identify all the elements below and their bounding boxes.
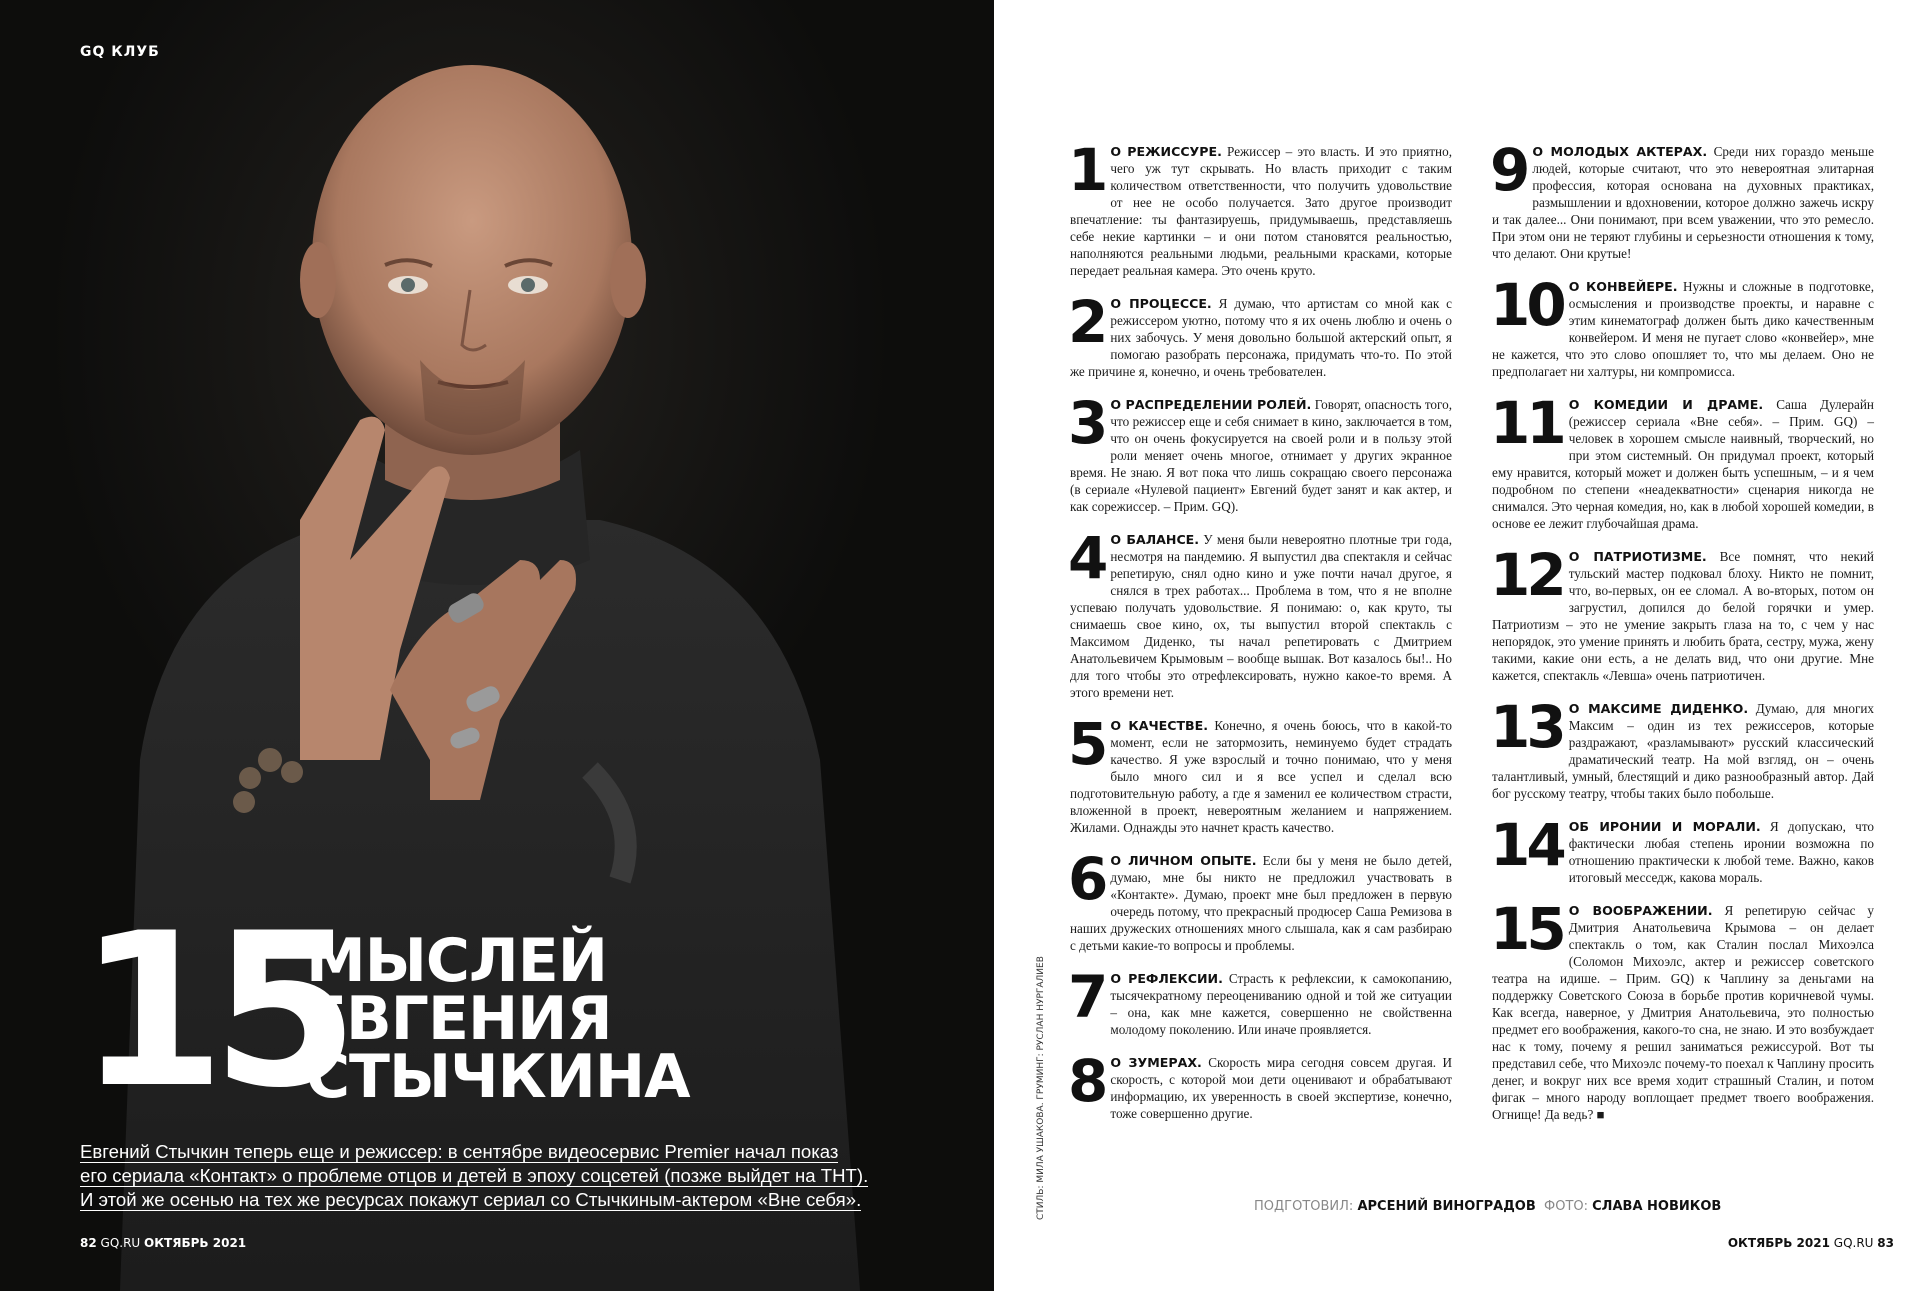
folio-issue: ОКТЯБРЬ 2021 <box>144 1236 247 1250</box>
thought-text: Я допускаю, что фактически любая степень иронии возможна по отношению практически к любой теме. Важно, каков итоговый месседж, какова мораль. <box>1568 819 1874 885</box>
thought-item <box>1068 710 1453 836</box>
thought-item <box>1068 524 1452 701</box>
thought-paragraph <box>1068 963 1452 1038</box>
thought-item <box>1490 271 1875 380</box>
thought-number: 1 <box>1068 136 1105 204</box>
thought-text: Среди них гораздо меньше людей, которые считают, что это невероятная элитарная профессия, которая основана на духовных практиках, размышлении и вдохновении, которое должно зажечь искру и так далее... Они понимают, при всем уважении, что это ремесло. При этом они не теряют глубины и серьезности отношения к тому, что делают. Они крутые! <box>1492 144 1875 261</box>
thought-title: О КОНВЕЙЕРЕ. <box>1568 279 1678 294</box>
thought-title: О ВООБРАЖЕНИИ. <box>1568 903 1713 918</box>
column-right <box>1490 136 1875 1139</box>
thought-title: О РАСПРЕДЕЛЕНИИ РОЛЕЙ. <box>1110 397 1312 412</box>
thought-text: Нужны и сложные в подготовке, осмысления и производстве проекты, и наравне с этим кинематограф должен быть дико качественным конвейером. И меня не пугает слово «конвейер», мне не кажется, что это слово опошляет то, что мы делаем. Оно не предполагает ни халтуры, ни компромисса. <box>1492 279 1875 379</box>
thought-item <box>1490 811 1874 886</box>
thought-title: О ПАТРИОТИЗМЕ. <box>1568 549 1707 564</box>
byline-photo-label: ФОТО: <box>1544 1199 1588 1214</box>
thought-number: 5 <box>1068 710 1105 778</box>
thought-paragraph <box>1490 136 1875 262</box>
thought-title: О КАЧЕСТВЕ. <box>1110 718 1209 733</box>
thought-number: 15 <box>1490 895 1563 963</box>
thought-paragraph <box>1068 389 1452 515</box>
thought-item <box>1068 1047 1452 1122</box>
thought-number: 6 <box>1068 845 1105 913</box>
page-folio-right <box>1728 1236 1894 1250</box>
thought-text: Если бы у меня не было детей, думаю, мне бы никто не предложил участвовать в «Контакте». Думаю, проект мне был предложен в первую очередь потому, что прекрасный продюсер Саша Ремизова в наших дружеских отношениях много слышала, как я сам разбираю с детьми какие-то вопросы и проблемы. <box>1070 853 1453 953</box>
thought-paragraph <box>1490 541 1874 684</box>
headline-line: СТЫЧКИНА <box>306 1042 690 1112</box>
thought-number: 10 <box>1490 271 1563 339</box>
lead-line: Евгений Стычкин теперь еще и режиссер: в сентябре видеосервис Premier начал показ <box>80 1141 839 1162</box>
thought-paragraph <box>1490 693 1874 802</box>
thought-item <box>1068 288 1453 380</box>
folio-issue: ОКТЯБРЬ 2021 <box>1727 1236 1830 1250</box>
photo-credits-vertical: СТИЛЬ: МИЛА УШАКОВА. ГРУМИНГ: РУСЛАН НУРГАЛИЕВ <box>1036 956 1046 1220</box>
thought-paragraph <box>1068 1047 1452 1122</box>
thought-text: Режиссер – это власть. И это приятно, чего уж тут скрывать. Но власть приходит с таким количеством ответственности, что получить удовольствие от нее не особо получается. Зато другое производит впечатление: ты фантазируешь, придумываешь, представляешь себе некие картинки – и они потом становятся реальностью, наполняются реальными людьми, реальными красками, которые передает реальная камера. Это очень круто. <box>1070 144 1453 278</box>
thought-text: Скорость мира сегодня совсем другая. И скорость, с которой мои дети оценивают и обрабатывают информацию, их уверенность в своей экспертизе, конечно, тоже совершенно другие. <box>1110 1055 1452 1121</box>
thought-text: Я думаю, что артистам со мной как с режиссером уютно, потому что я их очень люблю и очень о них забочусь. У меня довольно большой актерский опыт, я помогаю разобрать персонажа, придумать что-то. По этой же причине я, конечно, и очень требователен. <box>1070 296 1453 379</box>
thought-title: О ПРОЦЕССЕ. <box>1110 296 1212 311</box>
byline-prep-name: АРСЕНИЙ ВИНОГРАДОВ <box>1357 1199 1536 1214</box>
thought-item <box>1490 693 1874 802</box>
thought-paragraph <box>1068 845 1453 954</box>
thought-text: Думаю, для многих Максим – один из тех режиссеров, которые раздражают, «разламывают» русский классический драматический театр. На мой взгляд, он – очень талантливый, умный, блестящий и дико разнообразный автор. Дай бог русскому театру, чтобы таких было побольше. <box>1492 701 1874 801</box>
thought-number: 14 <box>1490 811 1563 879</box>
thought-number: 7 <box>1068 963 1105 1031</box>
page-number: 82 <box>80 1236 97 1250</box>
column-left <box>1068 136 1453 1138</box>
thought-item <box>1490 541 1874 684</box>
thought-text: Все помнят, что некий тульский мастер подковал блоху. Никто не помнит, что, во-первых, он ее сломал. А во-вторых, потом он загрустил, допился до белой горячки и умер. Патриотизм – это не умение закрыть глаза на то, с чем у нас непорядок, это умение принять и любить брата, сестру, мужа, жену такими, какие они есть, а не делать вид, что они другие. Мне кажется, спектакль «Левша» очень патриотичен. <box>1492 549 1874 683</box>
thought-item <box>1068 389 1452 515</box>
thought-number: 8 <box>1068 1047 1105 1115</box>
thought-number: 11 <box>1490 389 1563 457</box>
page-folio-left <box>80 1236 246 1250</box>
thought-paragraph <box>1068 710 1453 836</box>
thought-item <box>1068 963 1452 1038</box>
byline <box>1254 1199 1721 1214</box>
headline-line: ЕВГЕНИЯ <box>306 984 612 1054</box>
thought-title: О БАЛАНСЕ. <box>1110 532 1200 547</box>
thought-text: Страсть к рефлексии, к самокопанию, тысячекратному переоцениванию одной и той же ситуации – она, как мне кажется, совершенно не свойственна молодому поколению. Или иначе проявляется. <box>1110 971 1452 1037</box>
thought-text: Конечно, я очень боюсь, что в какой-то момент, если не затормозить, неминуемо будет страдать качество. Я уже взрослый и точно понимаю, что у меня было много сил и я все успел и сделал всю подготовительную работу, а где я заменил ее количеством страсти, вложенной в проект, невероятным желанием и напряжением. Жилами. Однажды это начнет красть качество. <box>1070 718 1453 835</box>
thought-paragraph <box>1068 136 1453 279</box>
thought-text: Говорят, опасность того, что режиссер еще и себя снимает в кино, заключается в том, что он очень фокусируется на своей роли и в пользу этой роли меняет очень многое, отнимает у других экранное время. Не знаю. Я вот пока что лишь сокращаю своего персонажа (в сериале «Нулевой пациент» Евгений будет занят и как актер, и как сорежиссер. – Прим. GQ). <box>1070 397 1452 514</box>
thought-item <box>1490 136 1875 262</box>
page-number: 83 <box>1877 1236 1894 1250</box>
lead-paragraph <box>80 1140 960 1212</box>
thought-paragraph <box>1068 524 1452 701</box>
thought-title: О РЕФЛЕКСИИ. <box>1110 971 1223 986</box>
thought-item <box>1068 136 1453 279</box>
thought-number: 13 <box>1490 693 1563 761</box>
thought-number: 3 <box>1068 389 1105 457</box>
thought-paragraph <box>1068 288 1453 380</box>
thought-number: 9 <box>1490 136 1527 204</box>
byline-photo-name: СЛАВА НОВИКОВ <box>1592 1199 1722 1214</box>
thought-item <box>1490 895 1874 1123</box>
thought-text: Я репетирую сейчас у Дмитрия Анатольевича Крымова – он делает спектакль о том, как Сталин послал Михоэлса (Соломон Михоэлс, актер и режиссер советского театра на идише. – Прим. GQ) к Чаплину за деньгами на поддержку Советского Союза в борьбе против коричневой чумы. Как всегда, наверное, у Дмитрия Анатольевича, это полностью предмет его воображения, какого-то сна, не знаю. И это возбуждает нас к тому, почему я решил заниматься режиссурой. Вот ты представил себе, что Михоэлс почему-то поехал к Чаплину просить денег, и вокруг них все время ходит страшный Сталин, и потом фигак – много народу воплощает предмет твоего воображения. Огнище! Да ведь? ■ <box>1492 903 1874 1122</box>
section-label: GQ КЛУБ <box>80 44 160 60</box>
thought-number: 12 <box>1490 541 1563 609</box>
thought-title: ОБ ИРОНИИ И МОРАЛИ. <box>1568 819 1761 834</box>
thought-item <box>1068 845 1453 954</box>
lead-line: И этой же осенью на тех же ресурсах покажут сериал со Стычкиным-актером «Вне себя». <box>80 1189 862 1210</box>
thought-title: О КОМЕДИИ И ДРАМЕ. <box>1568 397 1764 412</box>
headline-number: 15 <box>78 887 346 1134</box>
thought-paragraph <box>1490 895 1874 1123</box>
thought-title: О РЕЖИССУРЕ. <box>1110 144 1222 159</box>
thought-title: О МАКСИМЕ ДИДЕНКО. <box>1568 701 1749 716</box>
thought-title: О ЗУМЕРАХ. <box>1110 1055 1202 1070</box>
lead-line: его сериала «Контакт» о проблеме отцов и детей в эпоху соцсетей (позже выйдет на ТНТ). <box>80 1165 869 1186</box>
thought-paragraph <box>1490 811 1874 886</box>
thought-text: У меня были невероятно плотные три года, несмотря на пандемию. Я выпустил два спектакля и сейчас репетирую, снял одно кино и уже почти начал другое, я снялся в трех работах... Проблема в том, что я не вполне успеваю получать удовольствие. Я понимаю: о, как круто, ты снимаешь свое кино, ох, ты выпустил второй спектакль с Максимом Диденко, ты начал репетировать с Дмитрием Анатольевичем Крымовым – вообще вышак. Вот казалось бы!.. Но для того чтобы это отрефлексировать, нужно какое-то время. А этого времени нет. <box>1070 532 1452 700</box>
byline-prep-label: ПОДГОТОВИЛ: <box>1254 1199 1354 1214</box>
thought-paragraph <box>1490 271 1875 380</box>
thought-title: О ЛИЧНОМ ОПЫТЕ. <box>1110 853 1257 868</box>
thought-item <box>1490 389 1874 532</box>
thought-paragraph <box>1490 389 1874 532</box>
folio-site: GQ.RU <box>100 1236 141 1250</box>
thought-number: 2 <box>1068 288 1105 356</box>
thought-title: О МОЛОДЫХ АКТЕРАХ. <box>1532 144 1708 159</box>
headline <box>306 926 690 1112</box>
headline-line: МЫСЛЕЙ <box>306 926 607 996</box>
thought-text: Саша Дулерайн (режиссер сериала «Вне себя». – Прим. GQ) – человек в хорошем смысле наивный, творческий, но при этом системный. Он придумал проект, который ему нравится, который может и должен быть успешным, – и я чем подробном по степени «неадекватности» сценария никогда не снимался. Это черная комедия, но, как в любой хорошей комедии, в основе ее лежит глубочайшая драма. <box>1492 397 1874 531</box>
folio-site: GQ.RU <box>1833 1236 1874 1250</box>
thought-number: 4 <box>1068 524 1105 592</box>
